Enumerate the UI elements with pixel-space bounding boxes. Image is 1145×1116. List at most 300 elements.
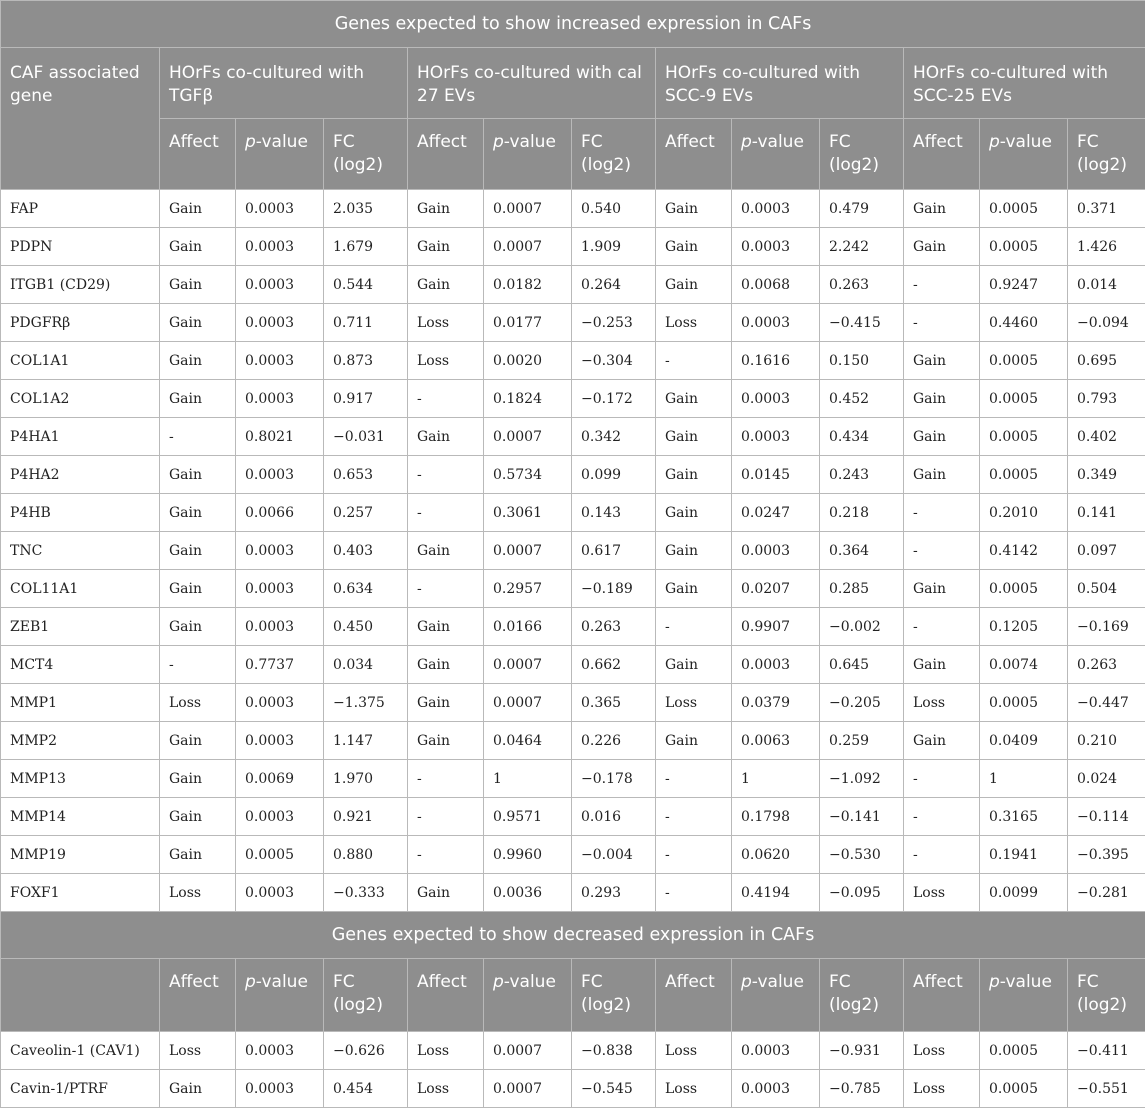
p-value-cell: 0.0007	[484, 190, 572, 228]
affect-cell: Gain	[656, 570, 732, 608]
affect-cell: Gain	[160, 570, 236, 608]
table-row	[1, 684, 1145, 722]
fc-cell: 2.242	[820, 228, 904, 266]
p-value-suffix: -value	[503, 132, 556, 152]
table-row	[1, 608, 1145, 646]
p-value-cell: 0.0069	[236, 760, 324, 798]
p-value-suffix: -value	[751, 132, 804, 152]
fc-cell: −0.415	[820, 304, 904, 342]
fc-cell: 2.035	[324, 190, 408, 228]
p-value-cell: 0.0066	[236, 494, 324, 532]
p-value-cell: 1	[732, 760, 820, 798]
p-value-header	[980, 119, 1068, 190]
affect-cell: -	[160, 646, 236, 684]
table-row	[1, 760, 1145, 798]
p-value-cell: 0.0099	[980, 874, 1068, 912]
affect-cell: Gain	[408, 418, 484, 456]
affect-cell: Gain	[904, 228, 980, 266]
p-value-cell: 0.0003	[236, 874, 324, 912]
affect-cell: Gain	[904, 418, 980, 456]
p-value-cell: 0.0620	[732, 836, 820, 874]
table-row	[1, 532, 1145, 570]
fc-cell: 1.147	[324, 722, 408, 760]
affect-cell: Loss	[656, 1070, 732, 1108]
table-row	[1, 874, 1145, 912]
gene-name-cell: MMP1	[1, 684, 160, 722]
gene-name-cell: MMP14	[1, 798, 160, 836]
p-value-cell: 0.9907	[732, 608, 820, 646]
table-row	[1, 380, 1145, 418]
p-value-cell: 0.0145	[732, 456, 820, 494]
p-value-cell: 0.7737	[236, 646, 324, 684]
gene-name-cell: P4HA1	[1, 418, 160, 456]
fc-cell: 0.226	[572, 722, 656, 760]
p-value-cell: 0.4194	[732, 874, 820, 912]
table-row	[1, 798, 1145, 836]
fc-cell: −1.375	[324, 684, 408, 722]
fc-cell: −0.626	[324, 1032, 408, 1070]
affect-cell: -	[408, 380, 484, 418]
p-value-suffix: -value	[999, 132, 1052, 152]
gene-name-cell: MMP19	[1, 836, 160, 874]
fc-cell: −0.094	[1068, 304, 1145, 342]
fc-cell: 0.452	[820, 380, 904, 418]
p-value-cell: 0.0020	[484, 342, 572, 380]
p-value-suffix: -value	[255, 972, 308, 992]
gene-name-cell: ITGB1 (CD29)	[1, 266, 160, 304]
fc-cell: 0.454	[324, 1070, 408, 1108]
fc-cell: 0.365	[572, 684, 656, 722]
fc-cell: 1.426	[1068, 228, 1145, 266]
fc-cell: 0.880	[324, 836, 408, 874]
table-row	[1, 836, 1145, 874]
p-value-cell: 0.0005	[980, 342, 1068, 380]
affect-cell: -	[408, 836, 484, 874]
p-value-cell: 0.0007	[484, 532, 572, 570]
affect-cell: Gain	[904, 646, 980, 684]
fc-cell: 0.434	[820, 418, 904, 456]
p-value-header	[732, 959, 820, 1032]
fc-cell: 0.873	[324, 342, 408, 380]
affect-cell: -	[656, 760, 732, 798]
table-row	[1, 646, 1145, 684]
affect-cell: -	[904, 266, 980, 304]
fc-cell: 0.617	[572, 532, 656, 570]
affect-cell: Gain	[160, 266, 236, 304]
fc-cell: 0.285	[820, 570, 904, 608]
fc-cell: −0.004	[572, 836, 656, 874]
fc-cell: 0.540	[572, 190, 656, 228]
fc-cell: −0.395	[1068, 836, 1145, 874]
affect-cell: Loss	[408, 1032, 484, 1070]
fc-cell: −0.095	[820, 874, 904, 912]
fc-cell: 0.662	[572, 646, 656, 684]
fc-cell: −0.253	[572, 304, 656, 342]
section-title-decreased: Genes expected to show decreased expression in CAFs	[1, 912, 1145, 959]
table-row	[1, 190, 1145, 228]
affect-cell: Gain	[160, 798, 236, 836]
affect-cell: -	[160, 418, 236, 456]
affect-header: Affect	[904, 959, 980, 1032]
p-value-cell: 0.0003	[236, 608, 324, 646]
p-value-cell: 0.4460	[980, 304, 1068, 342]
affect-cell: Loss	[408, 304, 484, 342]
affect-cell: -	[408, 570, 484, 608]
affect-cell: -	[904, 304, 980, 342]
p-value-cell: 0.0003	[732, 304, 820, 342]
affect-cell: Gain	[160, 722, 236, 760]
fc-cell: −0.545	[572, 1070, 656, 1108]
p-value-cell: 0.0007	[484, 418, 572, 456]
fc-cell: −0.189	[572, 570, 656, 608]
fc-cell: 0.099	[572, 456, 656, 494]
fc-cell: −0.530	[820, 836, 904, 874]
affect-cell: Loss	[904, 1070, 980, 1108]
group-header-cal27: HOrFs co-cultured with cal 27 EVs	[408, 48, 656, 119]
fc-log2-header: FC (log2)	[820, 119, 904, 190]
affect-cell: Gain	[904, 380, 980, 418]
p-value-cell: 0.0005	[980, 1032, 1068, 1070]
affect-cell: Gain	[656, 722, 732, 760]
affect-cell: -	[408, 456, 484, 494]
fc-cell: 1.909	[572, 228, 656, 266]
affect-cell: Gain	[408, 608, 484, 646]
gene-name-cell: TNC	[1, 532, 160, 570]
affect-cell: Gain	[904, 570, 980, 608]
p-value-suffix: -value	[999, 972, 1052, 992]
fc-cell: −0.205	[820, 684, 904, 722]
fc-cell: −0.838	[572, 1032, 656, 1070]
table-row	[1, 418, 1145, 456]
table-row	[1, 1070, 1145, 1108]
affect-cell: Loss	[656, 684, 732, 722]
p-value-header	[484, 959, 572, 1032]
fc-cell: 0.364	[820, 532, 904, 570]
p-value-cell: 0.3061	[484, 494, 572, 532]
fc-cell: −0.002	[820, 608, 904, 646]
fc-cell: 0.793	[1068, 380, 1145, 418]
p-value-cell: 0.0003	[732, 1032, 820, 1070]
p-value-cell: 0.0003	[732, 1070, 820, 1108]
increased-expression-rows	[1, 190, 1145, 912]
p-value-cell: 0.0003	[732, 646, 820, 684]
gene-column-header: CAF associated gene	[1, 48, 160, 190]
affect-cell: Gain	[656, 380, 732, 418]
fc-cell: 0.450	[324, 608, 408, 646]
fc-cell: 0.263	[820, 266, 904, 304]
fc-cell: −1.092	[820, 760, 904, 798]
p-value-header	[484, 119, 572, 190]
p-value-cell: 0.2957	[484, 570, 572, 608]
p-value-cell: 0.0003	[236, 380, 324, 418]
p-value-cell: 0.8021	[236, 418, 324, 456]
affect-cell: Gain	[160, 760, 236, 798]
p-value-cell: 0.0003	[236, 798, 324, 836]
p-value-cell: 0.0005	[980, 418, 1068, 456]
affect-cell: Gain	[408, 532, 484, 570]
fc-cell: 0.141	[1068, 494, 1145, 532]
affect-cell: Gain	[408, 190, 484, 228]
p-value-cell: 0.0007	[484, 646, 572, 684]
affect-cell: Gain	[160, 342, 236, 380]
fc-log2-header: FC (log2)	[324, 959, 408, 1032]
fc-cell: 0.402	[1068, 418, 1145, 456]
affect-cell: Gain	[656, 494, 732, 532]
fc-cell: 0.342	[572, 418, 656, 456]
p-value-cell: 0.0003	[236, 532, 324, 570]
group-header-scc9: HOrFs co-cultured with SCC-9 EVs	[656, 48, 904, 119]
fc-log2-header: FC (log2)	[820, 959, 904, 1032]
affect-cell: Loss	[904, 1032, 980, 1070]
affect-cell: Gain	[160, 608, 236, 646]
subheader-row	[1, 959, 1145, 1032]
p-value-cell: 1	[484, 760, 572, 798]
affect-cell: Gain	[160, 456, 236, 494]
affect-cell: Gain	[656, 646, 732, 684]
table-row	[1, 456, 1145, 494]
affect-cell: Gain	[904, 190, 980, 228]
gene-name-cell: Cavin-1/PTRF	[1, 1070, 160, 1108]
p-value-cell: 1	[980, 760, 1068, 798]
table-row	[1, 266, 1145, 304]
fc-cell: 0.257	[324, 494, 408, 532]
affect-cell: Loss	[904, 684, 980, 722]
affect-cell: Gain	[656, 228, 732, 266]
section-title-increased: Genes expected to show increased expression in CAFs	[1, 1, 1145, 48]
affect-cell: Gain	[656, 190, 732, 228]
affect-header: Affect	[656, 119, 732, 190]
p-value-cell: 0.0068	[732, 266, 820, 304]
p-value-cell: 0.2010	[980, 494, 1068, 532]
affect-header: Affect	[408, 959, 484, 1032]
gene-column-blank	[1, 959, 160, 1032]
gene-name-cell: COL11A1	[1, 570, 160, 608]
fc-cell: −0.114	[1068, 798, 1145, 836]
p-value-cell: 0.0003	[732, 228, 820, 266]
fc-cell: 0.263	[572, 608, 656, 646]
table-row	[1, 494, 1145, 532]
p-value-cell: 0.0005	[980, 684, 1068, 722]
affect-cell: -	[904, 532, 980, 570]
fc-cell: 0.921	[324, 798, 408, 836]
affect-cell: Loss	[160, 684, 236, 722]
fc-cell: 0.143	[572, 494, 656, 532]
p-value-cell: 0.0007	[484, 684, 572, 722]
affect-cell: Gain	[408, 722, 484, 760]
affect-header: Affect	[160, 959, 236, 1032]
subheader-row	[1, 119, 1145, 190]
fc-log2-header: FC (log2)	[572, 119, 656, 190]
p-value-cell: 0.9247	[980, 266, 1068, 304]
fc-cell: 0.259	[820, 722, 904, 760]
fc-cell: −0.281	[1068, 874, 1145, 912]
affect-cell: Gain	[904, 342, 980, 380]
fc-cell: 0.293	[572, 874, 656, 912]
p-value-cell: 0.0036	[484, 874, 572, 912]
p-value-cell: 0.0003	[236, 1032, 324, 1070]
affect-cell: -	[656, 342, 732, 380]
p-value-cell: 0.9960	[484, 836, 572, 874]
affect-cell: Gain	[160, 532, 236, 570]
p-value-cell: 0.0464	[484, 722, 572, 760]
p-value-cell: 0.0003	[236, 570, 324, 608]
p-value-cell: 0.4142	[980, 532, 1068, 570]
gene-name-cell: MMP13	[1, 760, 160, 798]
affect-header: Affect	[656, 959, 732, 1032]
p-value-cell: 0.0207	[732, 570, 820, 608]
affect-cell: -	[656, 874, 732, 912]
fc-cell: 0.479	[820, 190, 904, 228]
fc-cell: 0.014	[1068, 266, 1145, 304]
affect-cell: Gain	[160, 836, 236, 874]
p-value-cell: 0.0003	[236, 304, 324, 342]
gene-name-cell: FAP	[1, 190, 160, 228]
p-value-header	[236, 119, 324, 190]
affect-cell: -	[904, 608, 980, 646]
p-value-suffix: -value	[503, 972, 556, 992]
affect-cell: Gain	[904, 456, 980, 494]
affect-cell: -	[656, 798, 732, 836]
gene-name-cell: FOXF1	[1, 874, 160, 912]
p-value-cell: 0.1798	[732, 798, 820, 836]
fc-cell: 0.645	[820, 646, 904, 684]
p-italic: p	[493, 132, 504, 152]
p-value-header	[236, 959, 324, 1032]
affect-cell: -	[408, 760, 484, 798]
fc-cell: 0.034	[324, 646, 408, 684]
affect-cell: Gain	[408, 228, 484, 266]
p-value-cell: 0.9571	[484, 798, 572, 836]
gene-name-cell: Caveolin-1 (CAV1)	[1, 1032, 160, 1070]
fc-cell: 0.403	[324, 532, 408, 570]
p-italic: p	[741, 132, 752, 152]
p-value-cell: 0.0003	[236, 684, 324, 722]
affect-cell: Gain	[408, 266, 484, 304]
fc-cell: 0.653	[324, 456, 408, 494]
p-value-cell: 0.0005	[980, 1070, 1068, 1108]
fc-cell: 0.024	[1068, 760, 1145, 798]
affect-cell: Loss	[656, 1032, 732, 1070]
fc-cell: 0.544	[324, 266, 408, 304]
p-value-cell: 0.0182	[484, 266, 572, 304]
fc-cell: 0.264	[572, 266, 656, 304]
fc-cell: 0.349	[1068, 456, 1145, 494]
p-value-cell: 0.3165	[980, 798, 1068, 836]
p-value-cell: 0.0003	[732, 190, 820, 228]
p-italic: p	[989, 972, 1000, 992]
fc-cell: −0.333	[324, 874, 408, 912]
fc-cell: 0.218	[820, 494, 904, 532]
p-value-cell: 0.0003	[732, 380, 820, 418]
table-row	[1, 228, 1145, 266]
fc-cell: −0.141	[820, 798, 904, 836]
table-row	[1, 570, 1145, 608]
affect-header: Affect	[904, 119, 980, 190]
p-value-cell: 0.0005	[980, 190, 1068, 228]
p-italic: p	[493, 972, 504, 992]
fc-cell: −0.411	[1068, 1032, 1145, 1070]
affect-cell: Gain	[408, 684, 484, 722]
p-value-cell: 0.0005	[236, 836, 324, 874]
p-value-cell: 0.0003	[236, 342, 324, 380]
p-value-cell: 0.0074	[980, 646, 1068, 684]
affect-header: Affect	[408, 119, 484, 190]
p-italic: p	[245, 972, 256, 992]
affect-cell: Loss	[160, 1032, 236, 1070]
fc-cell: 0.243	[820, 456, 904, 494]
p-italic: p	[989, 132, 1000, 152]
p-value-header	[732, 119, 820, 190]
p-value-cell: 0.0003	[236, 228, 324, 266]
affect-cell: -	[656, 836, 732, 874]
p-value-cell: 0.1205	[980, 608, 1068, 646]
gene-name-cell: PDGFRβ	[1, 304, 160, 342]
p-value-cell: 0.0007	[484, 1032, 572, 1070]
fc-cell: 0.016	[572, 798, 656, 836]
fc-cell: −0.169	[1068, 608, 1145, 646]
affect-cell: -	[904, 836, 980, 874]
p-value-cell: 0.0003	[236, 1070, 324, 1108]
affect-cell: -	[408, 494, 484, 532]
p-value-cell: 0.0005	[980, 570, 1068, 608]
fc-cell: 0.097	[1068, 532, 1145, 570]
affect-cell: Gain	[656, 456, 732, 494]
decreased-expression-rows	[1, 1032, 1145, 1108]
p-value-cell: 0.0379	[732, 684, 820, 722]
group-header-tgfb: HOrFs co-cultured with TGFβ	[160, 48, 408, 119]
p-italic: p	[741, 972, 752, 992]
affect-cell: Gain	[160, 304, 236, 342]
fc-cell: 1.679	[324, 228, 408, 266]
fc-cell: 0.711	[324, 304, 408, 342]
fc-cell: 0.504	[1068, 570, 1145, 608]
p-value-cell: 0.0247	[732, 494, 820, 532]
p-value-cell: 0.0003	[236, 190, 324, 228]
fc-log2-header: FC (log2)	[324, 119, 408, 190]
fc-log2-header: FC (log2)	[1068, 959, 1145, 1032]
affect-cell: -	[904, 798, 980, 836]
p-value-cell: 0.0003	[732, 532, 820, 570]
gene-name-cell: P4HA2	[1, 456, 160, 494]
fc-log2-header: FC (log2)	[572, 959, 656, 1032]
affect-header: Affect	[160, 119, 236, 190]
gene-name-cell: PDPN	[1, 228, 160, 266]
p-value-cell: 0.0007	[484, 1070, 572, 1108]
p-value-header	[980, 959, 1068, 1032]
fc-cell: −0.304	[572, 342, 656, 380]
affect-cell: Gain	[160, 380, 236, 418]
table-row	[1, 304, 1145, 342]
p-value-cell: 0.0409	[980, 722, 1068, 760]
fc-cell: 0.371	[1068, 190, 1145, 228]
fc-cell: −0.178	[572, 760, 656, 798]
group-header-scc25: HOrFs co-cultured with SCC-25 EVs	[904, 48, 1145, 119]
affect-cell: Gain	[160, 1070, 236, 1108]
p-value-cell: 0.0063	[732, 722, 820, 760]
fc-cell: 0.634	[324, 570, 408, 608]
affect-cell: Loss	[656, 304, 732, 342]
affect-cell: -	[656, 608, 732, 646]
gene-name-cell: COL1A1	[1, 342, 160, 380]
p-value-cell: 0.0003	[236, 266, 324, 304]
p-value-suffix: -value	[255, 132, 308, 152]
affect-cell: Gain	[160, 494, 236, 532]
fc-cell: 0.263	[1068, 646, 1145, 684]
gene-name-cell: MMP2	[1, 722, 160, 760]
affect-cell: Gain	[656, 266, 732, 304]
fc-cell: −0.447	[1068, 684, 1145, 722]
p-value-cell: 0.0003	[732, 418, 820, 456]
